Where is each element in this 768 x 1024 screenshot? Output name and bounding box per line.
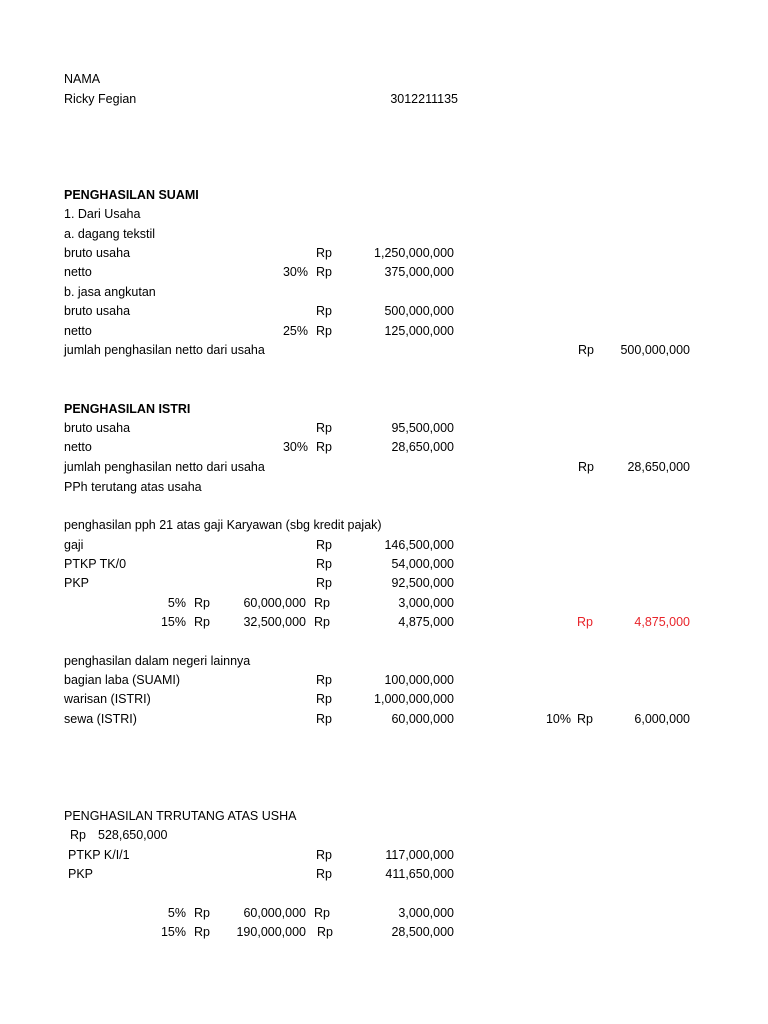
terutang-tier1-percent: 5% (167, 906, 186, 920)
pph21-tier1-tax-currency: Rp (314, 596, 330, 610)
student-id: 3012211135 (390, 92, 458, 106)
pph-terutang-label: PPh terutang atas usaha (64, 480, 202, 494)
jasa-bruto-currency: Rp (316, 304, 332, 318)
sewa-label: sewa (ISTRI) (64, 712, 137, 726)
ptkp-ki1-label: PTKP K/I/1 (68, 848, 130, 862)
jasa-netto-label: netto (64, 324, 92, 338)
nama-label: NAMA (64, 72, 101, 86)
terutang-tier2-base: 190,000,000 (236, 925, 306, 939)
istri-netto-percent: 30% (282, 440, 308, 454)
dagang-bruto-value: 1,250,000,000 (374, 246, 454, 260)
istri-total-label: jumlah penghasilan netto dari usaha (64, 460, 265, 474)
terutang-tier1-currency: Rp (194, 906, 210, 920)
istri-bruto-label: bruto usaha (64, 421, 131, 435)
gaji-currency: Rp (316, 538, 332, 552)
ptkp-tk0-currency: Rp (316, 557, 332, 571)
sewa-tax-value: 6,000,000 (634, 712, 690, 726)
terutang-tier2-tax: 28,500,000 (391, 925, 454, 939)
terutang-tier1-base: 60,000,000 (243, 906, 306, 920)
pph21-total-value: 4,875,000 (634, 615, 690, 629)
terutang-total-value: 528,650,000 (98, 828, 168, 842)
warisan-currency: Rp (316, 692, 332, 706)
pkp-terutang-currency: Rp (316, 867, 332, 881)
lainnya-heading: penghasilan dalam negeri lainnya (64, 654, 251, 668)
pph21-tier2-tax: 4,875,000 (398, 615, 454, 629)
terutang-tier2-percent: 15% (160, 925, 186, 939)
istri-total-currency: Rp (578, 460, 594, 474)
jasa-bruto-label: bruto usaha (64, 304, 131, 318)
dagang-bruto-currency: Rp (316, 246, 332, 260)
pph21-tier2-tax-currency: Rp (314, 615, 330, 629)
terutang-total-currency: Rp (70, 828, 86, 842)
pph21-heading: penghasilan pph 21 atas gaji Karyawan (sbg kredit pajak) (64, 518, 382, 532)
suami-total-label: jumlah penghasilan netto dari usaha (64, 343, 265, 357)
usaha-heading: 1. Dari Usaha (64, 207, 141, 221)
istri-bruto-value: 95,500,000 (391, 421, 454, 435)
ptkp-ki1-value: 117,000,000 (385, 848, 454, 862)
warisan-label: warisan (ISTRI) (64, 692, 151, 706)
sewa-tax-currency: Rp (577, 712, 593, 726)
istri-netto-currency: Rp (316, 440, 332, 454)
istri-title: PENGHASILAN ISTRI (64, 402, 191, 416)
suami-total-value: 500,000,000 (620, 343, 690, 357)
gaji-value: 146,500,000 (384, 538, 454, 552)
dagang-netto-label: netto (64, 265, 92, 279)
sewa-percent: 10% (545, 712, 571, 726)
pkp-pph21-value: 92,500,000 (391, 576, 454, 590)
pph21-tier1-percent: 5% (167, 596, 186, 610)
gaji-label: gaji (64, 538, 84, 552)
pph21-total-currency: Rp (577, 615, 593, 629)
terutang-tier2-currency: Rp (194, 925, 210, 939)
dagang-netto-currency: Rp (316, 265, 332, 279)
pph21-tier1-base: 60,000,000 (243, 596, 306, 610)
laba-label: bagian laba (SUAMI) (64, 673, 181, 687)
student-name: Ricky Fegian (64, 92, 137, 106)
pkp-terutang-label: PKP (68, 867, 94, 881)
jasa-label: b. jasa angkutan (64, 285, 156, 299)
pph21-tier1-currency: Rp (194, 596, 210, 610)
ptkp-ki1-currency: Rp (316, 848, 332, 862)
dagang-netto-percent: 30% (282, 265, 308, 279)
jasa-bruto-value: 500,000,000 (384, 304, 454, 318)
ptkp-tk0-value: 54,000,000 (391, 557, 454, 571)
istri-bruto-currency: Rp (316, 421, 332, 435)
sewa-currency: Rp (316, 712, 332, 726)
terutang-tier2-tax-currency: Rp (317, 925, 333, 939)
pph21-tier2-percent: 15% (160, 615, 186, 629)
suami-total-currency: Rp (578, 343, 594, 357)
dagang-bruto-label: bruto usaha (64, 246, 131, 260)
istri-netto-value: 28,650,000 (391, 440, 454, 454)
warisan-value: 1,000,000,000 (374, 692, 454, 706)
jasa-netto-percent: 25% (282, 324, 308, 338)
terutang-tier1-tax: 3,000,000 (398, 906, 454, 920)
ptkp-tk0-label: PTKP TK/0 (64, 557, 127, 571)
dagang-netto-value: 375,000,000 (384, 265, 454, 279)
pkp-pph21-label: PKP (64, 576, 90, 590)
pph21-tier2-base: 32,500,000 (243, 615, 306, 629)
terutang-heading: PENGHASILAN TRRUTANG ATAS USHA (64, 809, 297, 823)
laba-value: 100,000,000 (384, 673, 454, 687)
istri-total-value: 28,650,000 (627, 460, 690, 474)
dagang-label: a. dagang tekstil (64, 227, 156, 241)
suami-title: PENGHASILAN SUAMI (64, 188, 199, 202)
istri-netto-label: netto (64, 440, 92, 454)
pph21-tier2-currency: Rp (194, 615, 210, 629)
pph21-tier1-tax: 3,000,000 (398, 596, 454, 610)
jasa-netto-value: 125,000,000 (384, 324, 454, 338)
pkp-terutang-value: 411,650,000 (385, 867, 454, 881)
terutang-tier1-tax-currency: Rp (314, 906, 330, 920)
sewa-value: 60,000,000 (391, 712, 454, 726)
jasa-netto-currency: Rp (316, 324, 332, 338)
laba-currency: Rp (316, 673, 332, 687)
pkp-pph21-currency: Rp (316, 576, 332, 590)
